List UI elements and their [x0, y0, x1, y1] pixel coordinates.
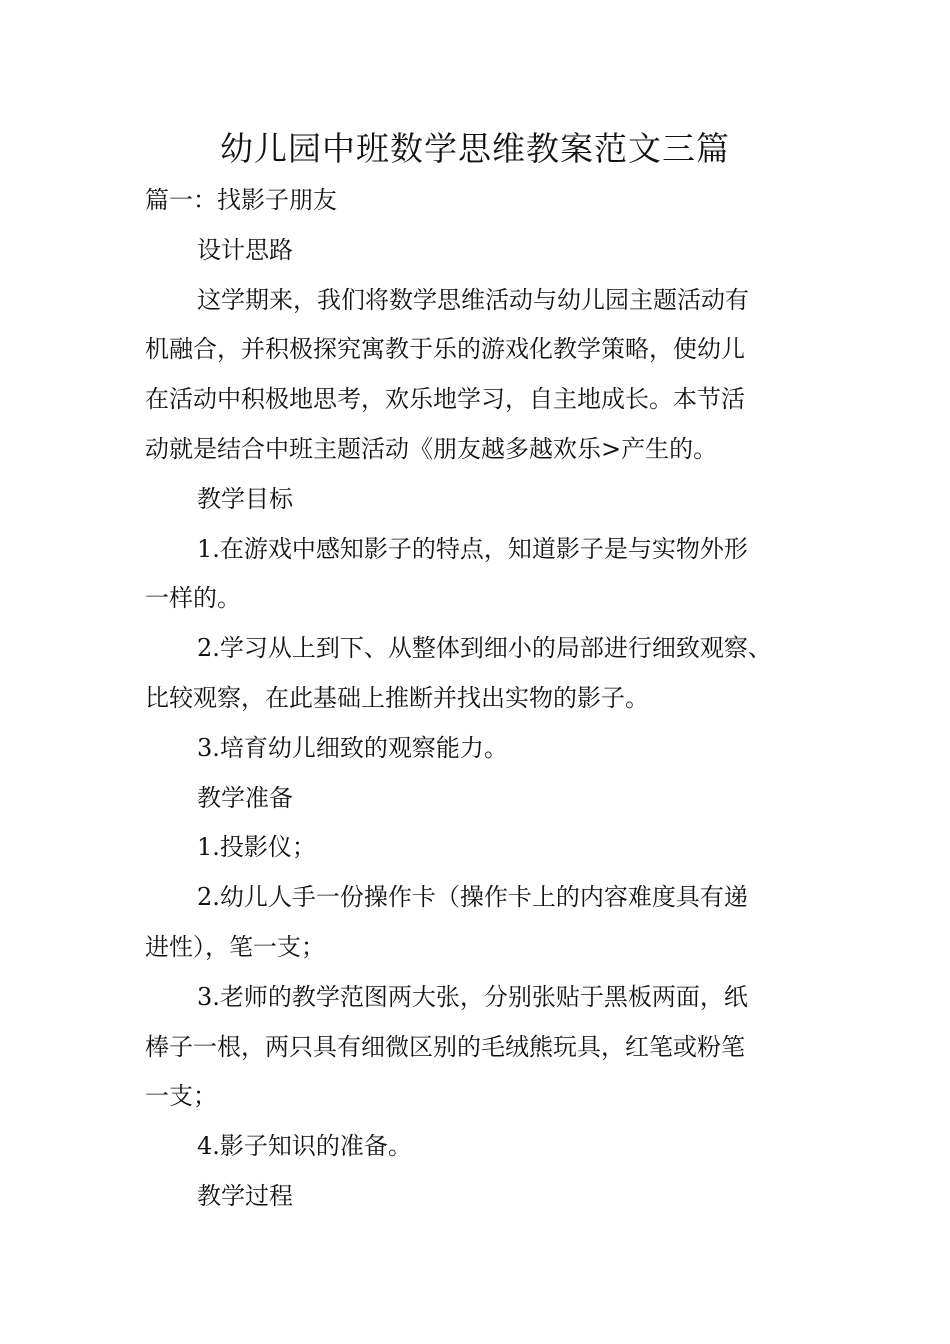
list-item-continuation: 一支； — [145, 1082, 217, 1111]
section-heading: 篇一：找影子朋友 — [145, 186, 337, 214]
subheading-design-idea: 设计思路 — [197, 235, 293, 264]
document-title: 幼儿园中班数学思维教案范文三篇 — [220, 129, 730, 168]
list-item: 1.投影仪； — [197, 833, 316, 862]
subheading-teaching-goals: 教学目标 — [197, 484, 293, 513]
paragraph-line: 动就是结合中班主题活动《朋友越多越欢乐>产生的。 — [145, 434, 718, 463]
list-item-continuation: 棒子一根，两只具有细微区别的毛绒熊玩具，红笔或粉笔 — [145, 1032, 745, 1061]
paragraph-line: 在活动中积极地思考，欢乐地学习，自主地成长。本节活 — [145, 385, 745, 414]
list-item: 2.学习从上到下、从整体到细小的局部进行细致观察、 — [197, 634, 772, 663]
paragraph-line: 这学期来，我们将数学思维活动与幼儿园主题活动有 — [197, 285, 749, 314]
list-item: 4.影子知识的准备。 — [197, 1132, 412, 1161]
list-item-continuation: 一样的。 — [145, 584, 241, 613]
subheading-teaching-process: 教学过程 — [197, 1181, 293, 1210]
list-item: 2.幼儿人手一份操作卡（操作卡上的内容难度具有递 — [197, 883, 748, 912]
subheading-teaching-preparation: 教学准备 — [197, 783, 293, 812]
paragraph-line: 机融合，并积极探究寓教于乐的游戏化教学策略，使幼儿 — [145, 335, 745, 364]
list-item: 3.老师的教学范图两大张，分别张贴于黑板两面，纸 — [197, 982, 748, 1011]
list-item-continuation: 进性），笔一支； — [145, 932, 325, 961]
list-item: 3.培育幼儿细致的观察能力。 — [197, 733, 508, 762]
list-item-continuation: 比较观察，在此基础上推断并找出实物的影子。 — [145, 683, 649, 712]
document-body — [145, 176, 825, 1222]
list-item: 1.在游戏中感知影子的特点，知道影子是与实物外形 — [197, 534, 748, 563]
